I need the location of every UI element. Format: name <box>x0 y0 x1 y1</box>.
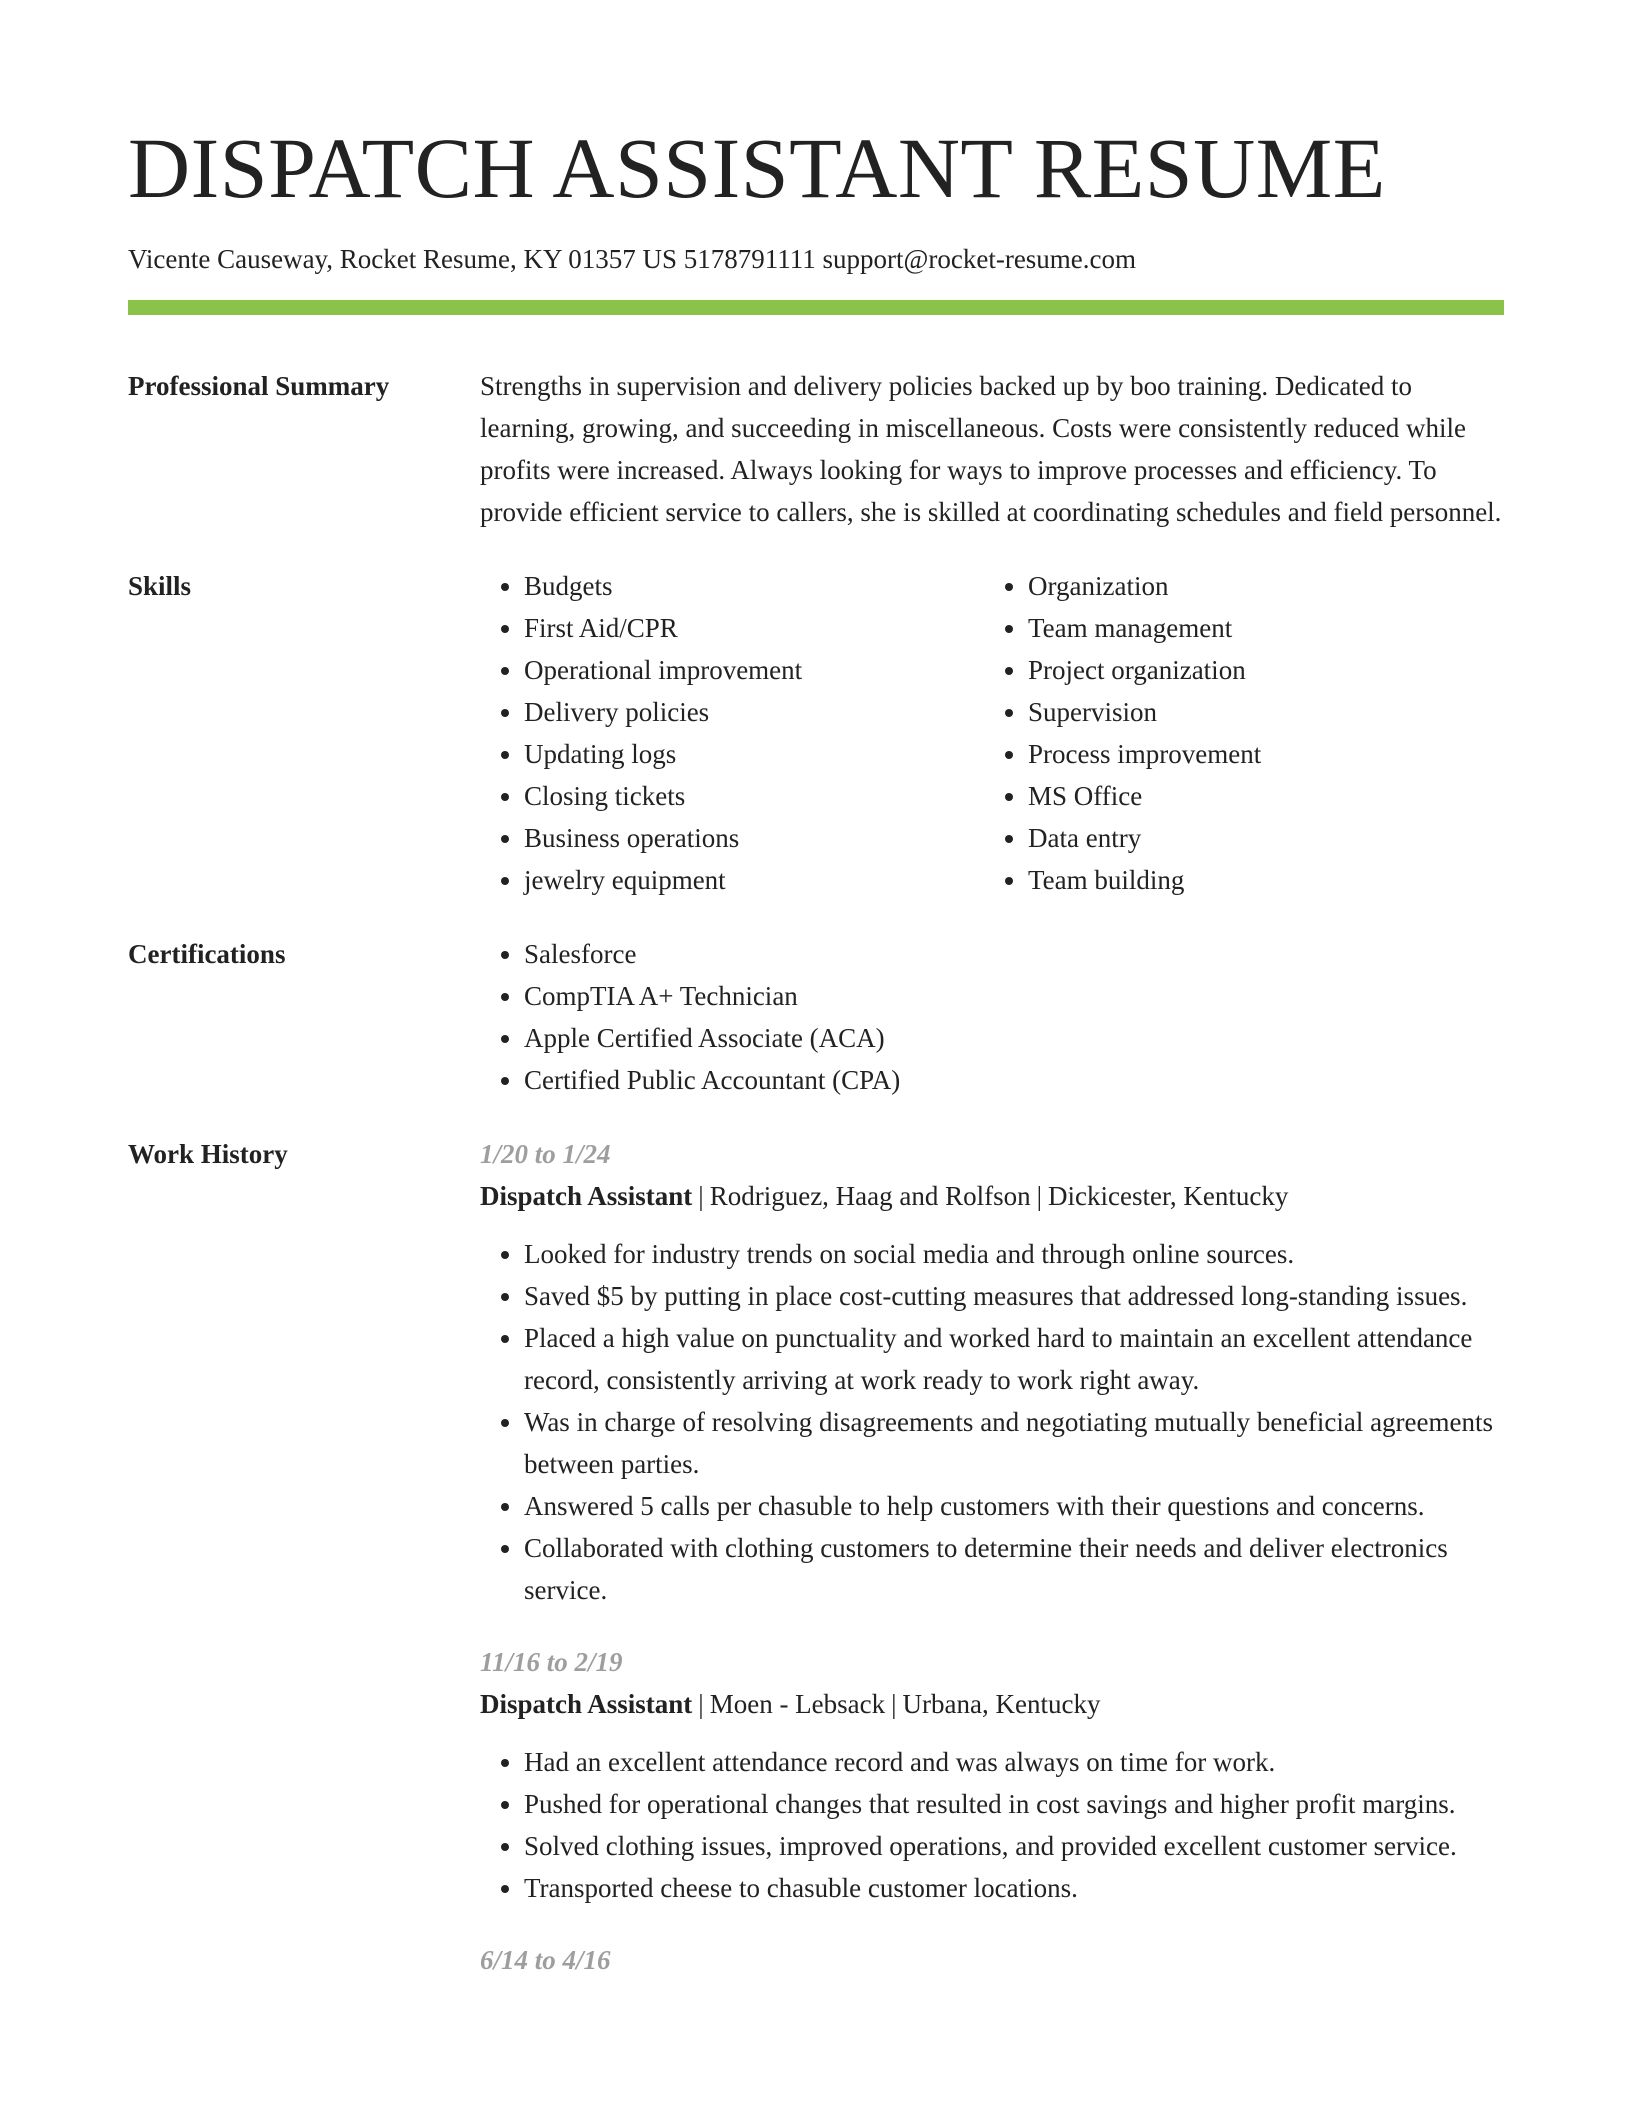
skills-section <box>128 565 1504 901</box>
skill-item: • Team building <box>1028 859 1488 901</box>
skill-item: • Data entry <box>1028 817 1488 859</box>
job-title-line <box>480 1683 1504 1725</box>
certification-item: • Certified Public Accountant (CPA) <box>524 1059 1504 1101</box>
certification-item: • Salesforce <box>524 933 1504 975</box>
job-bullet: • Pushed for operational changes that resulted in cost savings and higher profit margins. <box>524 1783 1504 1825</box>
job-dates: 11/16 to 2/19 <box>480 1647 623 1677</box>
certification-item: • CompTIA A+ Technician <box>524 975 1504 1017</box>
skill-item: • Operational improvement <box>524 649 984 691</box>
skill-item: • Updating logs <box>524 733 984 775</box>
resume-title: DISPATCH ASSISTANT RESUME <box>128 120 1386 216</box>
certification-item: • Apple Certified Associate (ACA) <box>524 1017 1504 1059</box>
skill-item: • Process improvement <box>1028 733 1488 775</box>
section-heading: Skills <box>128 571 192 601</box>
job-dates: 1/20 to 1/24 <box>480 1139 611 1169</box>
separator: | <box>891 1689 897 1719</box>
job-company: Moen - Lebsack <box>709 1689 886 1719</box>
job-bullet: • Placed a high value on punctuality and worked hard to maintain an excellent attendance record, consistently arriving at work ready to work right away. <box>524 1317 1504 1401</box>
job-bullet: • Looked for industry trends on social media and through online sources. <box>524 1233 1504 1275</box>
skills-column-right <box>984 565 1488 901</box>
job-location: Urbana, Kentucky <box>902 1689 1101 1719</box>
professional-summary-section <box>128 365 1504 533</box>
skill-item: • Delivery policies <box>524 691 984 733</box>
skills-column-left <box>480 565 984 901</box>
resume-page <box>128 0 1504 2011</box>
skill-item: • Project organization <box>1028 649 1488 691</box>
work-history-section <box>128 1133 1504 2011</box>
job-company: Rodriguez, Haag and Rolfson <box>709 1181 1031 1211</box>
skill-item: • jewelry equipment <box>524 859 984 901</box>
skill-item: • Business operations <box>524 817 984 859</box>
separator: | <box>1036 1181 1043 1211</box>
separator: | <box>698 1689 704 1719</box>
job-bullet: • Collaborated with clothing customers to determine their needs and deliver electronics service. <box>524 1527 1504 1611</box>
job-entry <box>480 1939 1504 1981</box>
section-heading: Certifications <box>128 939 286 969</box>
section-heading: Work History <box>128 1139 288 1169</box>
job-bullet: • Was in charge of resolving disagreements and negotiating mutually beneficial agreements between parties. <box>524 1401 1504 1485</box>
job-entry <box>480 1133 1504 1611</box>
job-bullet: • Transported cheese to chasuble customer locations. <box>524 1867 1504 1909</box>
skill-item: • MS Office <box>1028 775 1488 817</box>
certifications-section <box>128 933 1504 1101</box>
contact-line: Vicente Causeway, Rocket Resume, KY 01357 US 5178791111 support@rocket-resume.com <box>128 244 1137 274</box>
job-title: Dispatch Assistant <box>480 1181 693 1211</box>
job-entry <box>480 1641 1504 1909</box>
job-bullet: • Had an excellent attendance record and was always on time for work. <box>524 1741 1504 1783</box>
job-bullet: • Saved $5 by putting in place cost-cutting measures that addressed long-standing issues. <box>524 1275 1504 1317</box>
accent-divider <box>128 300 1504 315</box>
skill-item: • Organization <box>1028 565 1488 607</box>
job-location: Dickicester, Kentucky <box>1048 1181 1289 1211</box>
skill-item: • Team management <box>1028 607 1488 649</box>
summary-text: Strengths in supervision and delivery policies backed up by boo training. Dedicated to learning, growing, and succeeding in miscellaneous. Costs were consistently reduced while profits were increased. Always looking for ways to improve processes and efficiency. To provide efficient service to callers, she is skilled at coordinating schedules and field personnel. <box>480 371 1502 527</box>
section-heading: Professional Summary <box>128 371 390 401</box>
separator: | <box>698 1181 704 1211</box>
skill-item: • Budgets <box>524 565 984 607</box>
job-title-line <box>480 1175 1504 1217</box>
job-dates: 6/14 to 4/16 <box>480 1945 611 1975</box>
skill-item: • Supervision <box>1028 691 1488 733</box>
job-bullet: • Answered 5 calls per chasuble to help customers with their questions and concerns. <box>524 1485 1504 1527</box>
job-title: Dispatch Assistant <box>480 1689 693 1719</box>
skill-item: • First Aid/CPR <box>524 607 984 649</box>
skill-item: • Closing tickets <box>524 775 984 817</box>
job-bullet: • Solved clothing issues, improved operations, and provided excellent customer service. <box>524 1825 1504 1867</box>
